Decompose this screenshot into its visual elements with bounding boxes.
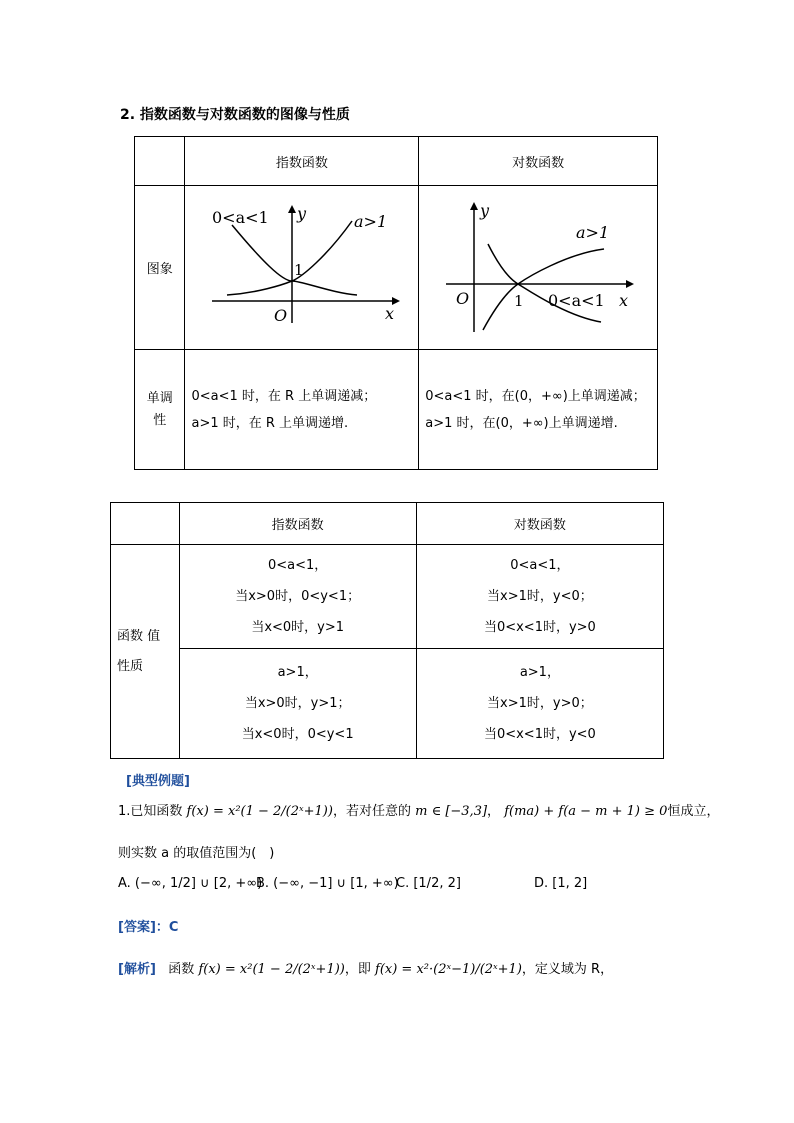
example-header: [典型例题] bbox=[126, 774, 190, 789]
exp-case1-cell bbox=[179, 545, 416, 649]
log-one-label: 1 bbox=[513, 291, 524, 310]
exp-x-label: x bbox=[384, 303, 394, 323]
value-property-table bbox=[110, 502, 664, 759]
answer-label: [答案]：C bbox=[118, 920, 179, 935]
exp-case1-line: 当x<0时，y>1 bbox=[251, 620, 345, 635]
exp-left-label: 0<a<1 bbox=[211, 207, 269, 227]
log-case2-line: 当0<x<1时，y<0 bbox=[483, 727, 596, 742]
log-origin-label: O bbox=[455, 288, 469, 308]
log-graph-cell bbox=[419, 186, 658, 350]
log-case2-line: a>1， bbox=[519, 665, 560, 680]
question-cond-set: m ∈ [−3,3] bbox=[415, 804, 488, 819]
exp-graph-cell bbox=[185, 186, 419, 350]
log-case1-line: 0<a<1， bbox=[510, 558, 570, 573]
analysis-text-2: ，即 bbox=[344, 962, 371, 977]
log-y-label: y bbox=[479, 200, 489, 220]
log-case1-line: 当x>1时，y<0； bbox=[487, 589, 593, 604]
log-case2-cell bbox=[416, 649, 663, 759]
log-x-label: x bbox=[618, 290, 628, 310]
log-upper-label: a>1 bbox=[575, 222, 609, 242]
analysis-func: f(x) = x²(1 − 2/(2ˣ+1)) bbox=[198, 962, 345, 977]
question-cond-ineq: f(ma) + f(a − m + 1) ≥ 0 bbox=[504, 804, 668, 819]
row-label-line: 函数 值 bbox=[117, 628, 161, 644]
header-log-2: 对数函数 bbox=[416, 503, 663, 545]
graph-property-table bbox=[134, 136, 658, 470]
row-label-line: 性质 bbox=[117, 658, 144, 674]
exp-case2-line: a>1， bbox=[277, 665, 318, 680]
header-exp: 指数函数 bbox=[185, 137, 419, 186]
question-cond-pre: ，若对任意的 bbox=[332, 804, 411, 819]
analysis-func-2: f(x) = x²·(2ˣ−1)/(2ˣ+1) bbox=[375, 962, 522, 977]
log-case2-line: 当x>1时，y>0； bbox=[487, 696, 593, 711]
exp-graph bbox=[202, 201, 402, 331]
option-a: A. (−∞, 1/2] ∪ [2, +∞) bbox=[118, 876, 263, 891]
analysis-text-1: 函数 bbox=[168, 962, 195, 977]
log-mono-line: 0<a<1 时，在(0，+∞)上单调递减； bbox=[425, 388, 646, 404]
question-line-1: 1.已知函数 f(x) = x²(1 − 2/(2ˣ+1))，若对任意的 m ∈ [−3,3]， f(ma) + f(a − m + 1) ≥ 0恒成立， bbox=[118, 804, 720, 819]
exp-y-label: y bbox=[296, 203, 306, 223]
log-mono-line: a>1 时，在(0，+∞)上单调递增. bbox=[425, 415, 618, 431]
exp-one-label: 1 bbox=[293, 260, 304, 279]
log-mono-cell bbox=[419, 350, 658, 470]
exp-mono-line: 0<a<1 时，在 R 上单调递减； bbox=[191, 388, 377, 404]
corner-cell-2 bbox=[111, 503, 180, 545]
row-label-graph: 图象 bbox=[135, 186, 185, 350]
option-c: C. [1/2, 2] bbox=[396, 876, 461, 891]
row-label-monotonicity: 单调 性 bbox=[135, 350, 185, 470]
exp-case2-line: 当x>0时，y>1； bbox=[244, 696, 351, 711]
log-lower-label: 0<a<1 bbox=[547, 290, 605, 310]
exp-case1-line: 0<a<1， bbox=[268, 558, 328, 573]
corner-cell bbox=[135, 137, 185, 186]
log-graph bbox=[436, 196, 641, 336]
exp-right-label: a>1 bbox=[353, 211, 387, 231]
option-d: D. [1, 2] bbox=[534, 876, 588, 891]
header-exp-2: 指数函数 bbox=[179, 503, 416, 545]
analysis-label: [解析] bbox=[118, 962, 156, 977]
question-prefix: 1.已知函数 bbox=[118, 804, 183, 819]
exp-case2-line: 当x<0时，0<y<1 bbox=[241, 727, 354, 742]
analysis-text-3: ，定义域为 R， bbox=[521, 962, 614, 977]
option-b: B. (−∞, −1] ∪ [1, +∞) bbox=[256, 876, 399, 891]
section-title: 2. 指数函数与对数函数的图像与性质 bbox=[120, 107, 350, 123]
exp-case1-line: 当x>0时，0<y<1； bbox=[235, 589, 361, 604]
exp-mono-cell bbox=[185, 350, 419, 470]
exp-mono-line: a>1 时，在 R 上单调递增. bbox=[191, 415, 349, 431]
question-func: f(x) = x²(1 − 2/(2ˣ+1)) bbox=[186, 804, 333, 819]
header-log: 对数函数 bbox=[419, 137, 658, 186]
exp-origin-label: O bbox=[273, 305, 287, 325]
analysis-line bbox=[118, 958, 678, 977]
question-cond-post: 恒成立， bbox=[667, 804, 720, 819]
log-case1-cell bbox=[416, 545, 663, 649]
exp-case2-cell bbox=[179, 649, 416, 759]
options-row bbox=[118, 876, 678, 900]
row-label-values bbox=[111, 545, 180, 759]
log-case1-line: 当0<x<1时，y>0 bbox=[483, 620, 596, 635]
question-line-2: 则实数 a 的取值范围为( ) bbox=[118, 846, 275, 861]
